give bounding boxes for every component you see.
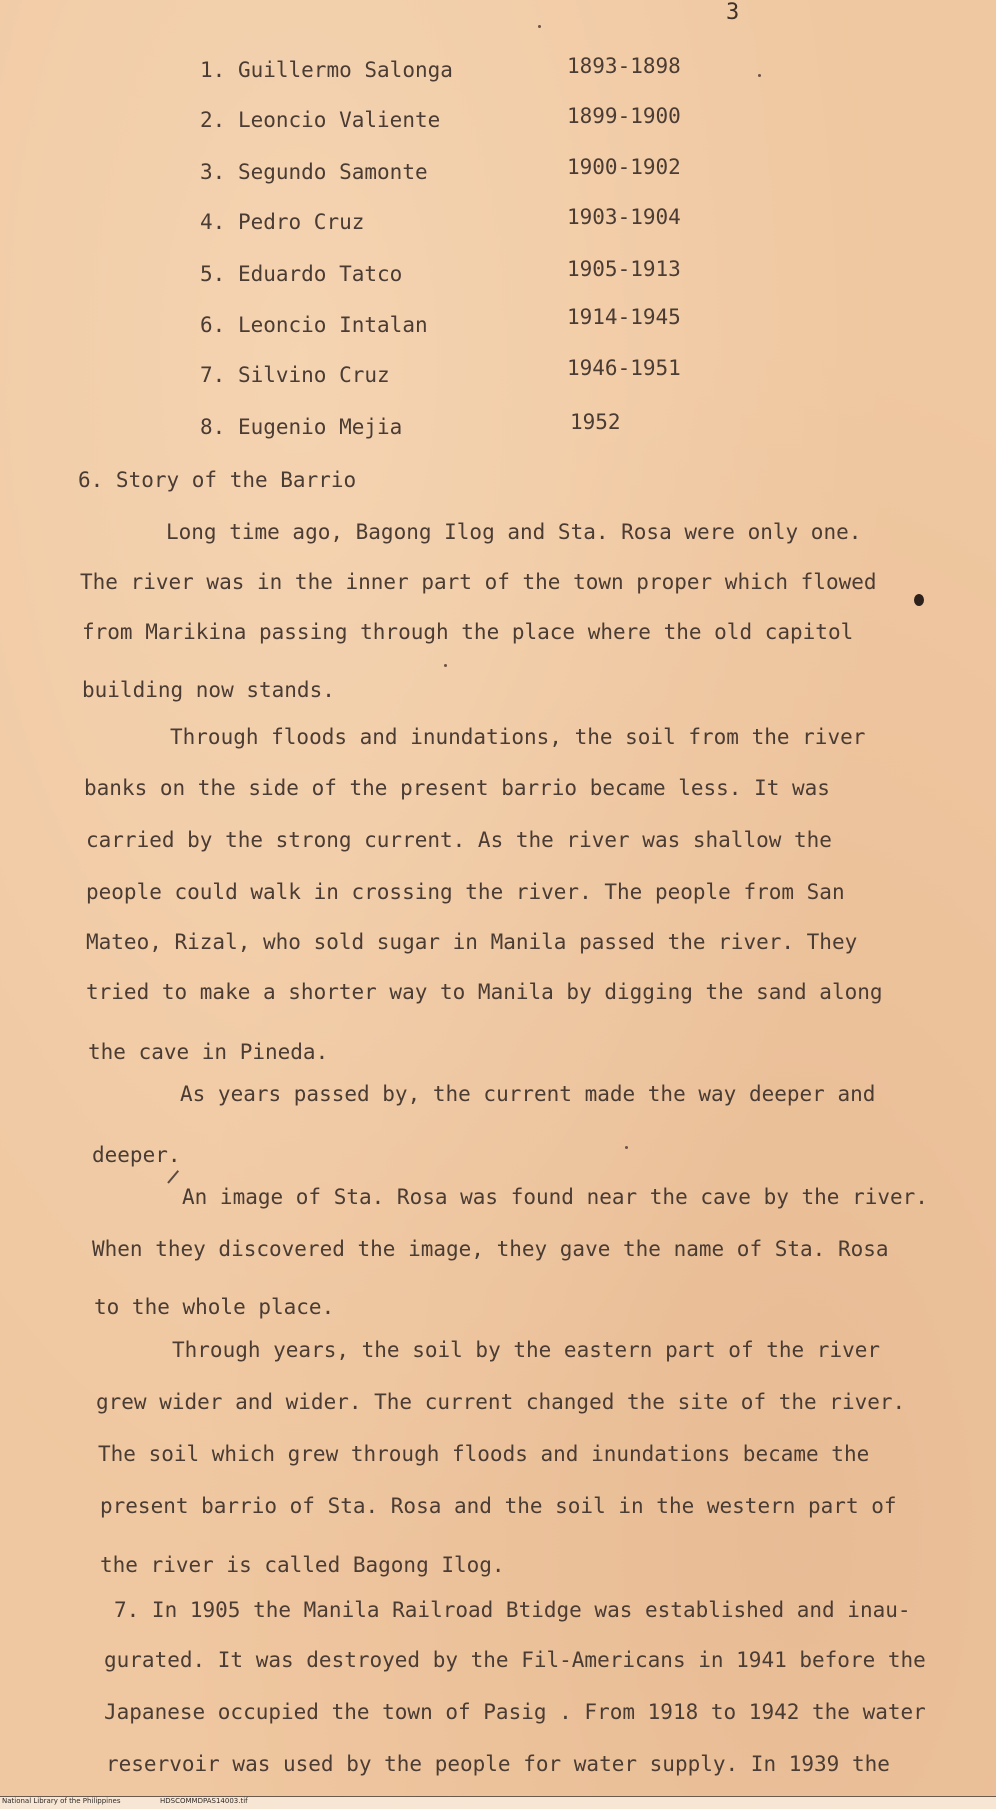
roster-name: 4. Pedro Cruz xyxy=(200,210,365,234)
roster-years: 1900-1902 xyxy=(567,155,681,179)
text-line: Through floods and inundations, the soil from the river xyxy=(170,725,866,749)
scan-footer-bar xyxy=(0,1796,996,1809)
page-number: 3 xyxy=(726,0,740,25)
text-line: Long time ago, Bagong Ilog and Sta. Rosa were only one. xyxy=(166,520,862,544)
roster-years: 1946-1951 xyxy=(567,356,681,380)
text-line: Mateo, Rizal, who sold sugar in Manila passed the river. They xyxy=(86,930,858,954)
roster-years: 1905-1913 xyxy=(567,257,681,281)
roster-years: 1914-1945 xyxy=(567,305,681,329)
text-line: deeper. xyxy=(92,1143,181,1167)
text-line: grew wider and wider. The current changed the site of the river. xyxy=(96,1390,906,1414)
roster-row xyxy=(0,257,996,294)
text-line: carried by the strong current. As the river was shallow the xyxy=(86,828,832,852)
paper-speck xyxy=(538,25,541,28)
text-line: Japanese occupied the town of Pasig . From 1918 to 1942 the water xyxy=(104,1700,926,1724)
roster-name: 2. Leoncio Valiente xyxy=(200,108,441,132)
roster-years: 1893-1898 xyxy=(567,54,681,78)
roster-row xyxy=(0,54,996,90)
roster-row xyxy=(0,104,996,140)
paper-speck xyxy=(444,664,447,667)
footer-library-name: National Library of the Philippines xyxy=(2,1797,121,1805)
paper-speck xyxy=(758,74,761,77)
text-line: Through years, the soil by the eastern part of the river xyxy=(172,1338,881,1362)
roster-years: 1952 xyxy=(570,410,621,434)
roster-name: 1. Guillermo Salonga xyxy=(200,58,453,82)
roster-name: 8. Eugenio Mejia xyxy=(200,415,403,439)
text-line: The river was in the inner part of the town proper which flowed xyxy=(80,570,877,594)
roster-row xyxy=(0,155,996,192)
text-line: building now stands. xyxy=(82,678,335,702)
roster-name: 5. Eduardo Tatco xyxy=(200,262,403,286)
text-line: reservoir was used by the people for water supply. In 1939 the xyxy=(106,1752,890,1776)
roster-row xyxy=(0,205,996,242)
roster-name: 3. Segundo Samonte xyxy=(200,160,428,184)
text-line: banks on the side of the present barrio became less. It was xyxy=(84,776,830,800)
section-heading: 6. Story of the Barrio xyxy=(78,468,357,492)
text-line: the river is called Bagong Ilog. xyxy=(100,1553,505,1577)
text-line: When they discovered the image, they gave the name of Sta. Rosa xyxy=(92,1237,889,1261)
text-line: present barrio of Sta. Rosa and the soil in the western part of xyxy=(100,1494,897,1518)
text-line: tried to make a shorter way to Manila by digging the sand along xyxy=(86,980,883,1004)
roster-row xyxy=(0,356,996,395)
paper-speck xyxy=(625,1146,628,1149)
text-line: to the whole place. xyxy=(94,1295,335,1319)
text-line: gurated. It was destroyed by the Fil-Americans in 1941 before the xyxy=(104,1648,926,1672)
text-line: As years passed by, the current made the way deeper and xyxy=(180,1082,876,1106)
text-line: people could walk in crossing the river. The people from San xyxy=(86,880,845,904)
roster-row xyxy=(0,305,996,345)
roster-years: 1903-1904 xyxy=(567,205,681,229)
roster-name: 6. Leoncio Intalan xyxy=(200,313,428,337)
text-line: An image of Sta. Rosa was found near the cave by the river. xyxy=(182,1185,928,1209)
text-line: 7. In 1905 the Manila Railroad Btidge was established and inau- xyxy=(114,1598,911,1622)
roster-years: 1899-1900 xyxy=(567,104,681,128)
text-line: from Marikina passing through the place where the old capitol xyxy=(82,620,854,644)
pencil-tick-mark xyxy=(167,1170,179,1184)
text-line: The soil which grew through floods and inundations became the xyxy=(98,1442,870,1466)
roster-name: 7. Silvino Cruz xyxy=(200,363,390,387)
footer-file-name: HDSCOMMDPAS14003.tif xyxy=(160,1797,248,1805)
text-line: the cave in Pineda. xyxy=(88,1040,329,1064)
roster-row xyxy=(0,410,996,447)
ink-blot-mark xyxy=(914,594,924,606)
